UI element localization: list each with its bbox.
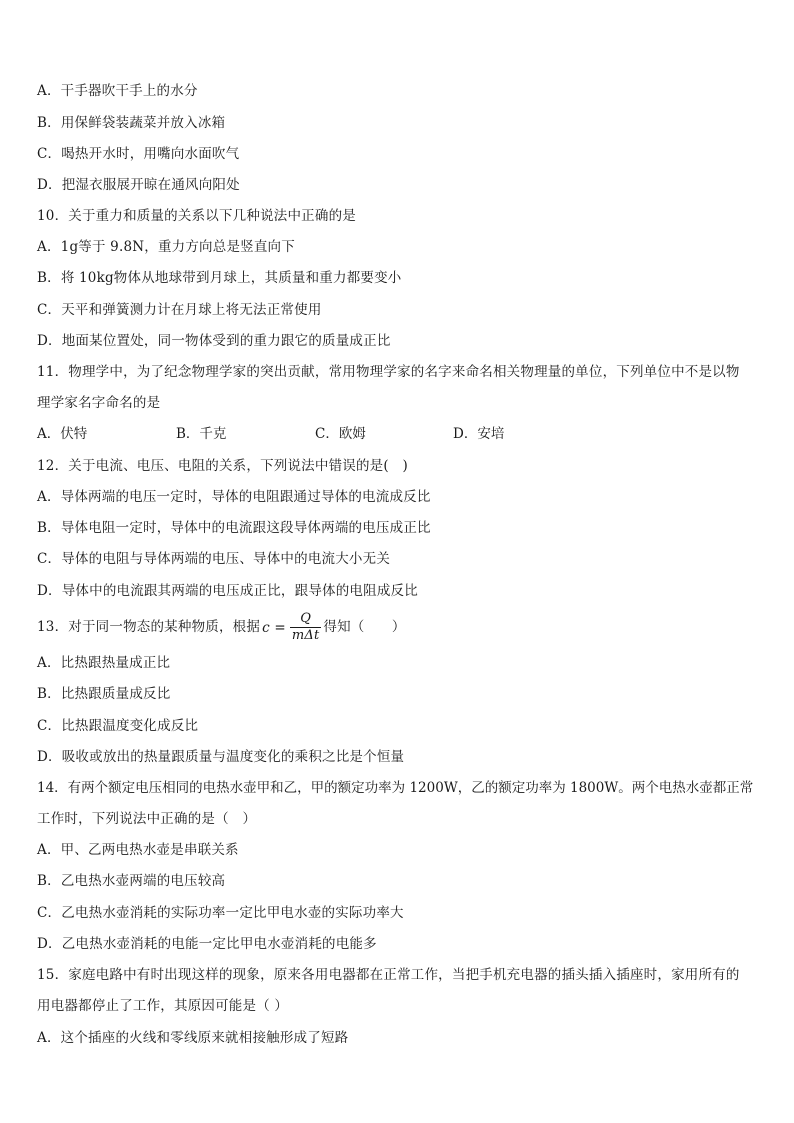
- q12-option-b: B．导体电阻一定时，导体中的电流跟这段导体两端的电压成正比: [37, 520, 431, 536]
- q15-option-a: A．这个插座的火线和零线原来就相接触形成了短路: [37, 1030, 349, 1046]
- q11-option-c: C．欧姆: [315, 426, 366, 442]
- q13-option-a: A．比热跟热量成正比: [37, 655, 171, 671]
- q14-stem-line2: 工作时，下列说法中正确的是（ ）: [37, 811, 257, 827]
- q14-option-c: C．乙电热水壶消耗的实际功率一定比甲电水壶的实际功率大: [37, 905, 404, 921]
- q11-option-a: A．伏特: [37, 426, 88, 442]
- q11-stem-line1: 11．物理学中，为了纪念物理学家的突出贡献，常用物理学家的名字来命名相关物理量的单位，下列单位中不是以物: [37, 364, 740, 380]
- q13-option-b: B．比热跟质量成反比: [37, 686, 171, 702]
- q13-option-c: C．比热跟温度变化成反比: [37, 718, 199, 734]
- q12-stem: 12．关于电流、电压、电阻的关系，下列说法中错误的是( ): [37, 458, 409, 474]
- q14-option-b: B．乙电热水壶两端的电压较高: [37, 873, 226, 889]
- q13-formula-numerator: Q: [290, 611, 322, 628]
- q9-option-b: B．用保鲜袋装蔬菜并放入冰箱: [37, 115, 226, 131]
- q11-option-b: B．千克: [176, 426, 227, 442]
- q10-option-c: C．天平和弹簧测力计在月球上将无法正常使用: [37, 302, 322, 318]
- q9-option-a: A．干手器吹干手上的水分: [37, 83, 198, 99]
- q10-option-a: A．1g等于 9.8N，重力方向总是竖直向下: [37, 239, 295, 255]
- q12-option-a: A．导体两端的电压一定时，导体的电阻跟通过导体的电流成反比: [37, 489, 431, 505]
- q14-stem-line1: 14．有两个额定电压相同的电热水壶甲和乙，甲的额定功率为 1200W，乙的额定功率为 1800W。两个电热水壶都正常: [37, 780, 754, 796]
- q14-option-d: D．乙电热水壶消耗的电能一定比甲电水壶消耗的电能多: [37, 936, 377, 952]
- q10-option-b: B．将 10kg物体从地球带到月球上，其质量和重力都要变小: [37, 270, 402, 286]
- q15-stem-line1: 15．家庭电路中有时出现这样的现象，原来各用电器都在正常工作，当把手机充电器的插头插入插座时，家用所有的: [37, 967, 740, 983]
- q9-option-c: C．喝热开水时，用嘴向水面吹气: [37, 146, 240, 162]
- q13-stem-prefix: 13．对于同一物态的某种物质，根据: [37, 619, 261, 635]
- q13-formula-fraction: [290, 611, 322, 644]
- q13-formula-denominator: mΔt: [291, 628, 320, 643]
- q11-option-d: D．安培: [453, 426, 505, 442]
- q13-formula-lhs: c =: [262, 619, 286, 636]
- q10-option-d: D．地面某位置处，同一物体受到的重力跟它的质量成正比: [37, 333, 391, 349]
- q12-option-c: C．导体的电阻与导体两端的电压、导体中的电流大小无关: [37, 551, 391, 567]
- q11-stem-line2: 理学家名字命名的是: [37, 395, 161, 411]
- q13-stem-suffix: 得知（ ）: [323, 619, 406, 635]
- q10-stem: 10．关于重力和质量的关系以下几种说法中正确的是: [37, 208, 356, 224]
- q12-option-d: D．导体中的电流跟其两端的电压成正比，跟导体的电阻成反比: [37, 583, 418, 599]
- q9-option-d: D．把湿衣服展开晾在通风向阳处: [37, 177, 240, 193]
- q13-stem: [37, 609, 406, 646]
- q15-stem-line2: 用电器都停止了工作，其原因可能是（ ）: [37, 998, 289, 1014]
- q13-option-d: D．吸收或放出的热量跟质量与温度变化的乘积之比是个恒量: [37, 749, 405, 765]
- q14-option-a: A．甲、乙两电热水壶是串联关系: [37, 842, 239, 858]
